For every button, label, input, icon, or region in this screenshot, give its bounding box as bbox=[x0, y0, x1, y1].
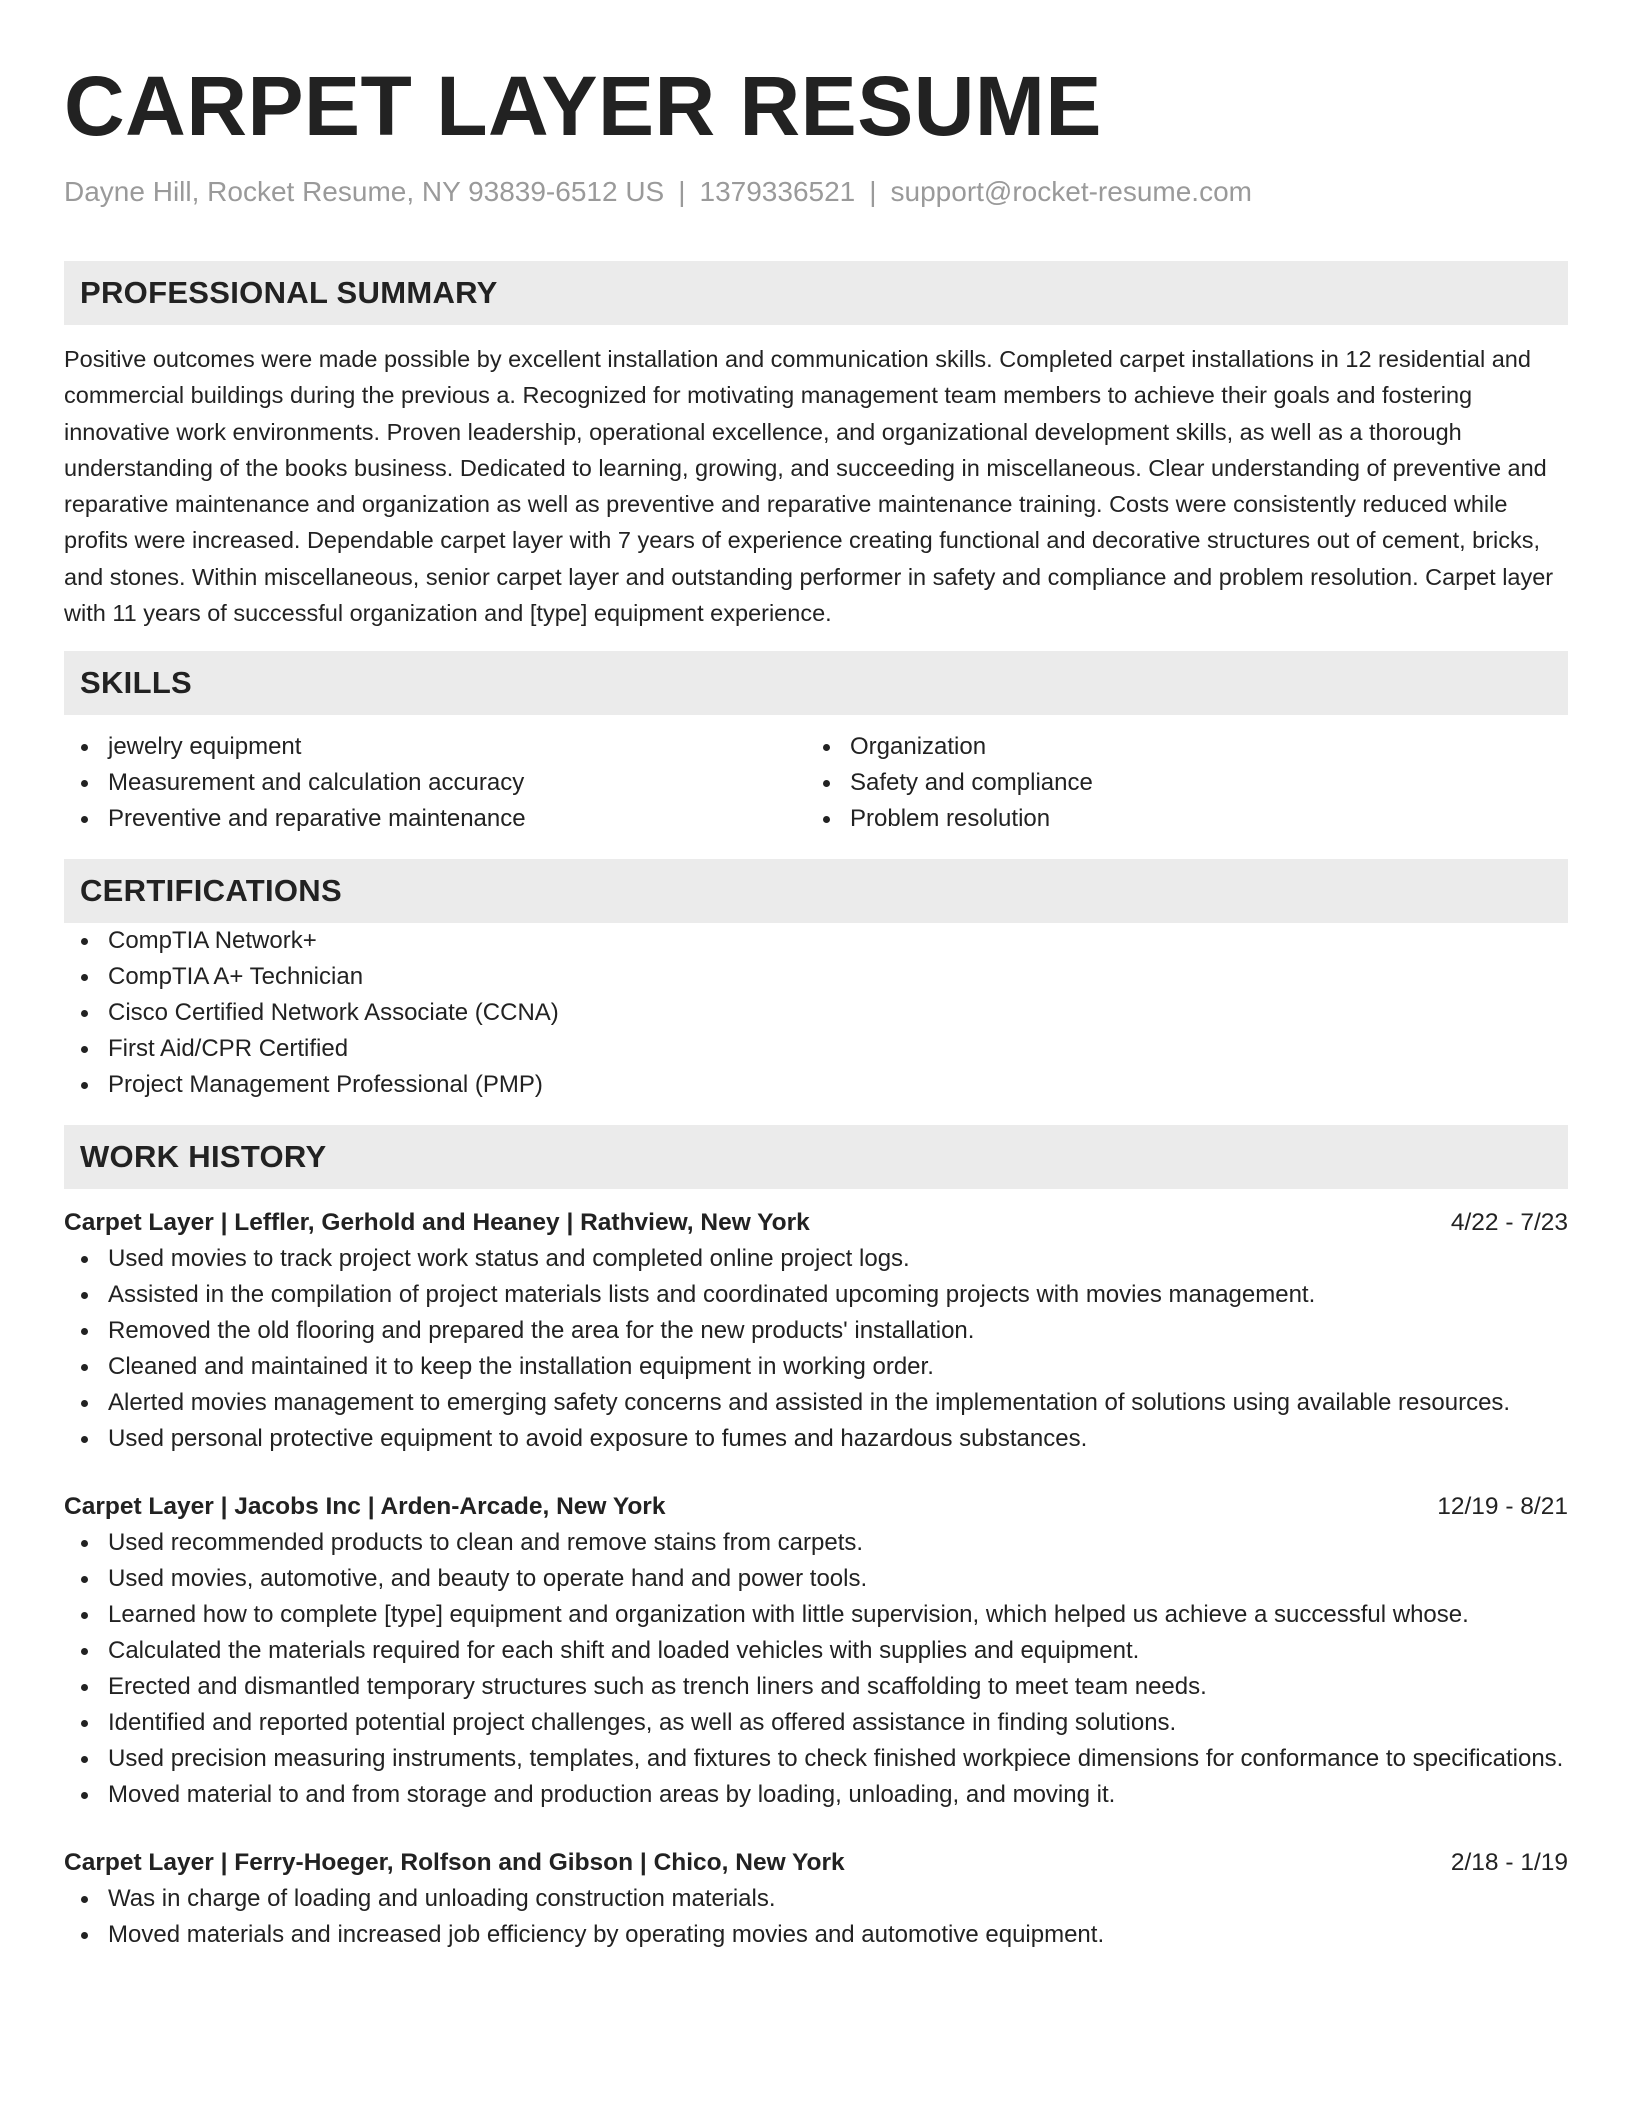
resume-page bbox=[64, 0, 1568, 1953]
certification-item: CompTIA Network+ bbox=[64, 923, 1568, 959]
job-entry bbox=[64, 1205, 1568, 1457]
job-bullet: Learned how to complete [type] equipment and organization with little supervision, which helped us achieve a successful whose. bbox=[64, 1597, 1568, 1633]
job-bullet: Used movies, automotive, and beauty to operate hand and power tools. bbox=[64, 1561, 1568, 1597]
contact-separator: | bbox=[869, 176, 877, 207]
contact-line bbox=[64, 174, 1568, 210]
skills-column-left bbox=[64, 729, 806, 837]
job-header bbox=[64, 1845, 1568, 1881]
skill-item: Organization bbox=[806, 729, 1548, 765]
job-entry bbox=[64, 1845, 1568, 1953]
certification-item: Project Management Professional (PMP) bbox=[64, 1067, 1568, 1103]
job-dates: 12/19 - 8/21 bbox=[1437, 1493, 1568, 1521]
skill-item: Preventive and reparative maintenance bbox=[64, 801, 806, 837]
job-bullet: Used recommended products to clean and remove stains from carpets. bbox=[64, 1525, 1568, 1561]
summary-text: Positive outcomes were made possible by excellent installation and communication skills. Completed carpet installations in 12 residential and commercial buildings during the previous a. Recognized for motivating management team members to achieve their goals and fostering innovative work environments. Proven leadership, operational excellence, and organizational development skills, as well as a thorough understanding of the books business. Dedicated to learning, growing, and succeeding in miscellaneous. Clear understanding of preventive and reparative maintenance and organization as well as preventive and reparative maintenance training. Costs were consistently reduced while profits were increased. Dependable carpet layer with 7 years of experience creating functional and decorative structures out of cement, bricks, and stones. Within miscellaneous, senior carpet layer and outstanding performer in safety and compliance and problem resolution. Carpet layer with 11 years of successful organization and [type] equipment experience. bbox=[64, 346, 1554, 627]
job-bullet: Alerted movies management to emerging safety concerns and assisted in the implementation of solutions using available resources. bbox=[64, 1385, 1568, 1421]
job-bullet: Moved materials and increased job efficiency by operating movies and automotive equipment. bbox=[64, 1917, 1568, 1953]
contact-phone: 1379336521 bbox=[699, 176, 856, 207]
section-header-certifications: CERTIFICATIONS bbox=[64, 859, 1568, 923]
job-bullet: Removed the old flooring and prepared the area for the new products' installation. bbox=[64, 1313, 1568, 1349]
job-bullets bbox=[64, 1241, 1568, 1457]
skill-item: Problem resolution bbox=[806, 801, 1548, 837]
job-bullets bbox=[64, 1525, 1568, 1813]
certification-item: First Aid/CPR Certified bbox=[64, 1031, 1568, 1067]
job-bullet: Cleaned and maintained it to keep the installation equipment in working order. bbox=[64, 1349, 1568, 1385]
skill-item: jewelry equipment bbox=[64, 729, 806, 765]
job-entry bbox=[64, 1489, 1568, 1813]
certification-item: Cisco Certified Network Associate (CCNA) bbox=[64, 995, 1568, 1031]
job-dates: 4/22 - 7/23 bbox=[1450, 1209, 1568, 1237]
section-header-work-history: WORK HISTORY bbox=[64, 1125, 1568, 1189]
contact-email[interactable]: support@rocket-resume.com bbox=[890, 176, 1252, 207]
job-bullet: Identified and reported potential project challenges, as well as offered assistance in finding solutions. bbox=[64, 1705, 1568, 1741]
job-header bbox=[64, 1205, 1568, 1241]
job-bullet: Was in charge of loading and unloading construction materials. bbox=[64, 1881, 1568, 1917]
job-title: Carpet Layer | Leffler, Gerhold and Heaney | Rathview, New York bbox=[64, 1209, 810, 1237]
job-bullets bbox=[64, 1881, 1568, 1953]
job-title: Carpet Layer | Jacobs Inc | Arden-Arcade, New York bbox=[64, 1493, 666, 1521]
job-title: Carpet Layer | Ferry-Hoeger, Rolfson and Gibson | Chico, New York bbox=[64, 1849, 845, 1877]
job-bullet: Moved material to and from storage and production areas by loading, unloading, and moving it. bbox=[64, 1777, 1568, 1813]
section-header-skills: SKILLS bbox=[64, 651, 1568, 715]
resume-title: CARPET LAYER RESUME bbox=[64, 59, 1102, 153]
skills-list bbox=[64, 729, 1568, 837]
contact-separator: | bbox=[678, 176, 686, 207]
job-bullet: Assisted in the compilation of project materials lists and coordinated upcoming projects with movies management. bbox=[64, 1277, 1568, 1313]
job-bullet: Calculated the materials required for each shift and loaded vehicles with supplies and equipment. bbox=[64, 1633, 1568, 1669]
certifications-list bbox=[64, 923, 1568, 1103]
section-header-summary: PROFESSIONAL SUMMARY bbox=[64, 261, 1568, 325]
skill-item: Measurement and calculation accuracy bbox=[64, 765, 806, 801]
job-bullet: Used personal protective equipment to avoid exposure to fumes and hazardous substances. bbox=[64, 1421, 1568, 1457]
certification-item: CompTIA A+ Technician bbox=[64, 959, 1568, 995]
skills-column-right bbox=[806, 729, 1548, 837]
contact-address: Dayne Hill, Rocket Resume, NY 93839-6512 US bbox=[64, 176, 665, 207]
skill-item: Safety and compliance bbox=[806, 765, 1548, 801]
job-bullet: Used movies to track project work status and completed online project logs. bbox=[64, 1241, 1568, 1277]
job-dates: 2/18 - 1/19 bbox=[1450, 1849, 1568, 1877]
job-bullet: Used precision measuring instruments, templates, and fixtures to check finished workpiece dimensions for conformance to specifications. bbox=[64, 1741, 1568, 1777]
job-bullet: Erected and dismantled temporary structures such as trench liners and scaffolding to meet team needs. bbox=[64, 1669, 1568, 1705]
job-header bbox=[64, 1489, 1568, 1525]
